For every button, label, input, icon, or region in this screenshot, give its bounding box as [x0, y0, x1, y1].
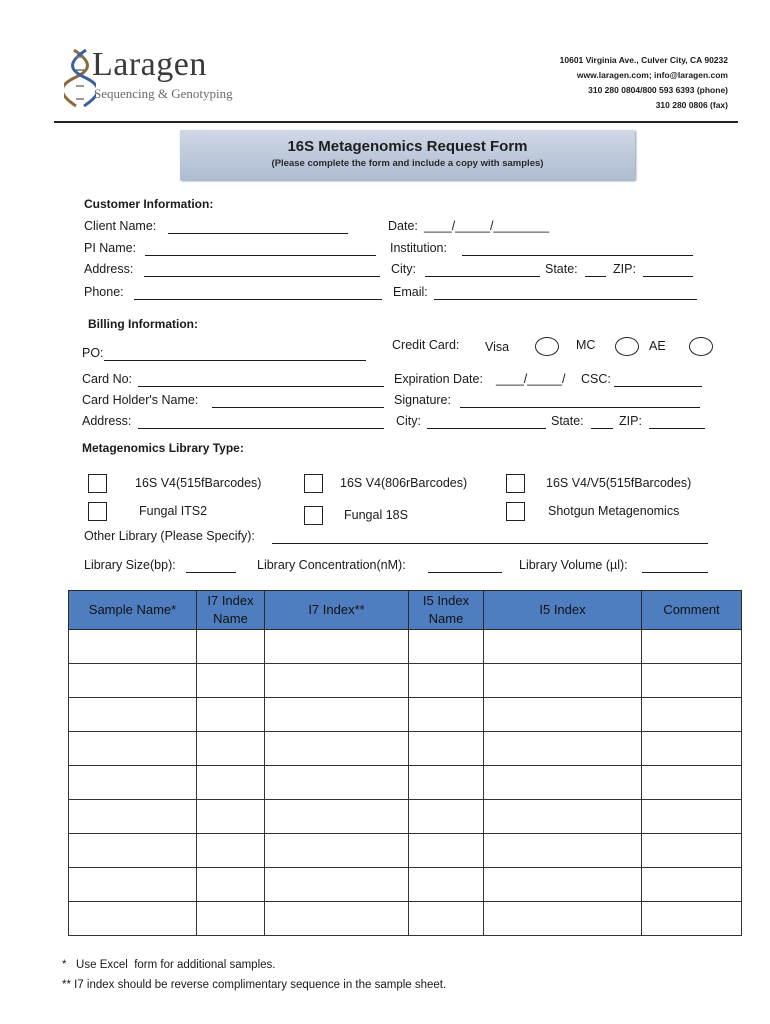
pi-name-field[interactable]: [145, 255, 376, 256]
checkbox-shotgun-metagenomics[interactable]: [506, 502, 525, 521]
address-field[interactable]: [144, 276, 380, 277]
table-cell[interactable]: [642, 868, 742, 902]
billing-state-field[interactable]: [591, 428, 613, 429]
checkbox-16s-v4v5-515f[interactable]: [506, 474, 525, 493]
table-cell[interactable]: [197, 732, 265, 766]
table-cell[interactable]: [409, 868, 484, 902]
table-cell[interactable]: [642, 800, 742, 834]
table-cell[interactable]: [484, 698, 642, 732]
state-field[interactable]: [585, 276, 606, 277]
customer-info-heading: Customer Information:: [84, 197, 214, 211]
other-library-label: Other Library (Please Specify):: [84, 529, 255, 543]
option-label: Fungal ITS2: [139, 504, 208, 518]
table-row: [69, 800, 742, 834]
table-cell[interactable]: [197, 698, 265, 732]
table-cell[interactable]: [409, 698, 484, 732]
option-label: 16S V4/V5(515fBarcodes): [546, 476, 692, 490]
table-cell[interactable]: [265, 800, 409, 834]
table-cell[interactable]: [69, 766, 197, 800]
table-cell[interactable]: [642, 664, 742, 698]
column-header: Comment: [642, 591, 742, 630]
library-concentration-label: Library Concentration(nM):: [257, 558, 406, 572]
column-header: Sample Name*: [69, 591, 197, 630]
table-cell[interactable]: [642, 766, 742, 800]
checkbox-16s-v4-515f[interactable]: [88, 474, 107, 493]
form-title-banner: [180, 130, 635, 180]
expiration-label: Expiration Date:: [394, 372, 483, 386]
checkbox-fungal-its2[interactable]: [88, 502, 107, 521]
po-label: PO:: [82, 346, 104, 360]
visa-radio[interactable]: [535, 337, 559, 356]
column-header: I5 Index Name: [409, 591, 484, 630]
table-row: [69, 630, 742, 664]
billing-zip-label: ZIP:: [619, 414, 642, 428]
phone-label: Phone:: [84, 285, 124, 299]
csc-label: CSC:: [581, 372, 611, 386]
table-cell[interactable]: [197, 664, 265, 698]
table-cell[interactable]: [69, 902, 197, 936]
company-tagline: Sequencing & Genotyping: [94, 86, 233, 101]
column-header: I7 Index Name: [197, 591, 265, 630]
email-field[interactable]: [434, 299, 697, 300]
table-cell[interactable]: [484, 902, 642, 936]
mc-label: MC: [576, 338, 596, 352]
table-cell[interactable]: [642, 834, 742, 868]
company-logo-name: Laragen: [92, 46, 207, 83]
client-name-label: Client Name:: [84, 219, 157, 233]
date-field[interactable]: ____/_____/________: [424, 219, 550, 233]
form-title: 16S Metagenomics Request Form: [287, 138, 528, 155]
table-cell[interactable]: [197, 630, 265, 664]
table-cell[interactable]: [484, 834, 642, 868]
signature-field[interactable]: [460, 407, 700, 408]
table-row: [69, 902, 742, 936]
table-header-row: [69, 591, 742, 630]
zip-label: ZIP:: [613, 262, 636, 276]
expiration-field[interactable]: ____/_____/: [496, 372, 566, 386]
card-holder-field[interactable]: [212, 407, 384, 408]
table-cell[interactable]: [642, 698, 742, 732]
table-cell[interactable]: [265, 664, 409, 698]
option-label: 16S V4(515fBarcodes): [135, 476, 262, 490]
table-cell[interactable]: [197, 800, 265, 834]
zip-field[interactable]: [643, 276, 693, 277]
table-cell[interactable]: [484, 766, 642, 800]
table-cell[interactable]: [197, 868, 265, 902]
pi-name-label: PI Name:: [84, 241, 137, 255]
po-field[interactable]: [104, 360, 366, 361]
billing-city-field[interactable]: [427, 428, 546, 429]
table-cell[interactable]: [484, 800, 642, 834]
card-no-field[interactable]: [138, 386, 384, 387]
table-row: [69, 664, 742, 698]
table-cell[interactable]: [642, 902, 742, 936]
table-cell[interactable]: [484, 664, 642, 698]
sample-table: [68, 590, 742, 936]
csc-field[interactable]: [614, 386, 702, 387]
table-cell[interactable]: [642, 732, 742, 766]
email-label: Email:: [393, 285, 428, 299]
table-cell[interactable]: [265, 698, 409, 732]
table-cell[interactable]: [69, 698, 197, 732]
checkbox-16s-v4-806r[interactable]: [304, 474, 323, 493]
checkbox-fungal-18s[interactable]: [304, 506, 323, 525]
library-size-label: Library Size(bp):: [84, 558, 176, 572]
table-cell[interactable]: [69, 800, 197, 834]
credit-card-label: Credit Card:: [392, 338, 460, 352]
table-cell[interactable]: [409, 732, 484, 766]
table-row: [69, 834, 742, 868]
footnote: ** I7 index should be reverse complimentary sequence in the sample sheet.: [62, 979, 447, 991]
address-line: 310 280 0804/800 593 6393 (phone): [588, 85, 728, 95]
table-row: [69, 732, 742, 766]
library-volume-field[interactable]: [642, 572, 708, 573]
option-label: Fungal 18S: [344, 508, 408, 522]
ae-label: AE: [649, 339, 666, 353]
table-cell[interactable]: [69, 664, 197, 698]
city-label: City:: [391, 262, 416, 276]
city-field[interactable]: [425, 276, 540, 277]
table-cell[interactable]: [409, 800, 484, 834]
table-cell[interactable]: [409, 630, 484, 664]
table-cell[interactable]: [265, 868, 409, 902]
table-cell[interactable]: [642, 630, 742, 664]
table-row: [69, 868, 742, 902]
other-library-field[interactable]: [272, 543, 708, 544]
column-header: I7 Index**: [265, 591, 409, 630]
table-cell[interactable]: [69, 630, 197, 664]
table-cell[interactable]: [265, 732, 409, 766]
library-size-field[interactable]: [186, 572, 236, 573]
table-cell[interactable]: [197, 766, 265, 800]
table-cell[interactable]: [409, 834, 484, 868]
table-cell[interactable]: [265, 766, 409, 800]
institution-label: Institution:: [390, 241, 447, 255]
address-line: 10601 Virginia Ave., Culver City, CA 90232: [559, 55, 728, 65]
table-row: [69, 698, 742, 732]
table-cell[interactable]: [69, 868, 197, 902]
header-divider: [54, 121, 738, 123]
mc-radio[interactable]: [615, 337, 639, 356]
table-cell[interactable]: [265, 630, 409, 664]
billing-address-field[interactable]: [138, 428, 384, 429]
address-label: Address:: [84, 262, 134, 276]
billing-info-heading: Billing Information:: [88, 317, 198, 331]
signature-label: Signature:: [394, 393, 451, 407]
table-cell[interactable]: [409, 766, 484, 800]
billing-address-label: Address:: [82, 414, 132, 428]
card-holder-label: Card Holder's Name:: [82, 393, 199, 407]
card-no-label: Card No:: [82, 372, 133, 386]
table-cell[interactable]: [197, 834, 265, 868]
option-label: Shotgun Metagenomics: [548, 504, 680, 518]
ae-radio[interactable]: [689, 337, 713, 356]
billing-city-label: City:: [396, 414, 421, 428]
table-cell[interactable]: [265, 834, 409, 868]
library-concentration-field[interactable]: [428, 572, 502, 573]
company-address-block: [560, 53, 728, 113]
table-cell[interactable]: [484, 732, 642, 766]
table-row: [69, 766, 742, 800]
table-cell[interactable]: [265, 902, 409, 936]
address-line: 310 280 0806 (fax): [655, 100, 728, 110]
table-cell[interactable]: [197, 902, 265, 936]
table-cell[interactable]: [484, 630, 642, 664]
table-cell[interactable]: [409, 902, 484, 936]
table-cell[interactable]: [69, 834, 197, 868]
form-subtitle: (Please complete the form and include a copy with samples): [271, 158, 544, 169]
billing-zip-field[interactable]: [649, 428, 705, 429]
footnote: * Use Excel form for additional samples.: [62, 959, 276, 971]
table-cell[interactable]: [409, 664, 484, 698]
state-label: State:: [545, 262, 578, 276]
library-volume-label: Library Volume (µl):: [519, 558, 628, 572]
phone-field[interactable]: [134, 299, 382, 300]
institution-field[interactable]: [462, 255, 693, 256]
library-type-heading: Metagenomics Library Type:: [82, 441, 244, 455]
table-cell[interactable]: [484, 868, 642, 902]
visa-label: Visa: [485, 340, 510, 354]
table-cell[interactable]: [69, 732, 197, 766]
column-header: I5 Index: [484, 591, 642, 630]
billing-state-label: State:: [551, 414, 584, 428]
client-name-field[interactable]: [168, 233, 348, 234]
address-line: www.laragen.com; info@laragen.com: [576, 70, 728, 80]
option-label: 16S V4(806rBarcodes): [340, 476, 468, 490]
date-label: Date:: [388, 219, 418, 233]
